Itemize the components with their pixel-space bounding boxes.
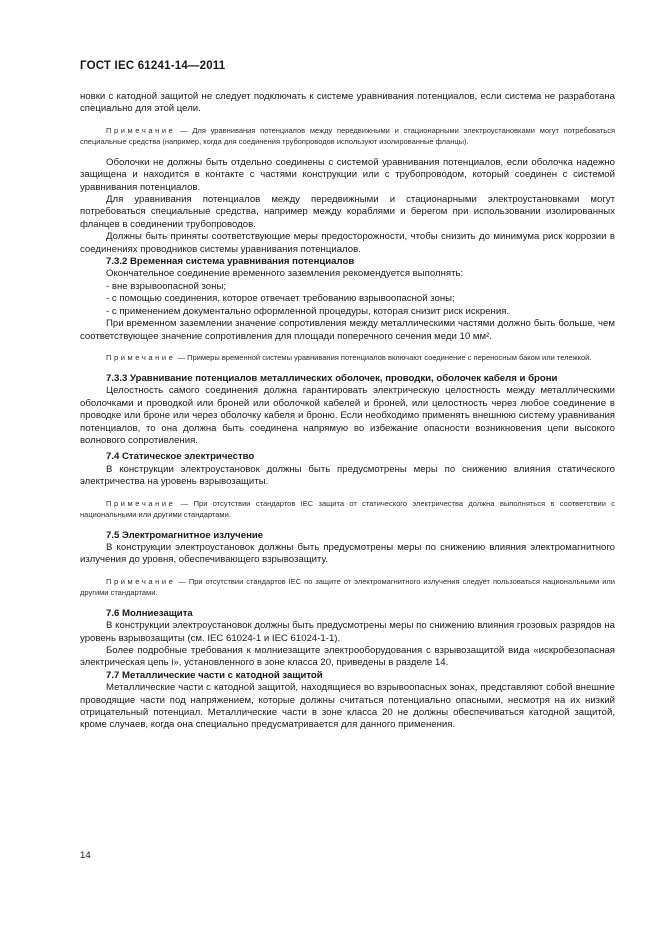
- note: [80, 576, 615, 598]
- paragraph: В конструкции электроустановок должны быть предусмотрены меры по снижению влияния грозовых разрядов на уровень взрывозащиты (см. IEC 61024-1 и IEC 61024-1-1).: [80, 620, 615, 644]
- section-heading-7-4: 7.4 Статическое электричество: [106, 451, 255, 463]
- section-heading-7-3-3: 7.3.3 Уравнивание потенциалов металлических оболочек, проводки, оболочек кабеля и брони: [106, 372, 558, 384]
- note-text: — Для уравнивания потенциалов между передвижными и стационарными электроустановками могут потребоваться специальные средства (например, когда для соединения трубопроводов используют изолированные фланцы).: [80, 125, 615, 146]
- note-text: — При отсутствии стандартов IEC защита от статического электричества должна выполняться в соответствии с национальными или другими стандартами.: [80, 498, 615, 519]
- list-item: - с применением документально оформленной процедуры, которая снизит риск искрения.: [106, 305, 510, 317]
- note-label: Примечание: [106, 498, 176, 508]
- paragraph: При временном заземлении значение сопротивления между металлическими частями должно быть больше, чем соответствующее значение сопротивления для площади поперечного сечения меди 10 мм².: [80, 318, 615, 342]
- paragraph: Целостность самого соединения должна гарантировать электрическую целостность между металлическими оболочками и проводкой или броней или оболочкой кабелей и броней, или целостность через любое соединение в проводке или броне или через оболочку кабеля и броню. Если необходимо применять внешнюю систему уравнивания потенциалов, то она должна быть соединена напрямую во избежание опасности возникновения цепи высокого волнового сопротивления.: [80, 385, 615, 446]
- note-label: Примечание: [106, 352, 176, 362]
- paragraph: новки с катодной защитой не следует подключать к системе уравнивания потенциалов, если система не разработана специально для этой цели.: [80, 91, 615, 115]
- section-heading-7-6: 7.6 Молниезащита: [106, 607, 193, 619]
- note: [80, 352, 615, 363]
- document-header: ГОСТ IEC 61241-14—2011: [80, 60, 226, 72]
- paragraph: В конструкции электроустановок должны быть предусмотрены меры по снижению влияния электромагнитного излучения до уровня, обеспечивающего взрывозащиту.: [80, 541, 615, 566]
- paragraph: Должны быть приняты соответствующие меры предосторожности, чтобы снизить до минимума риск коррозии в соединениях проводников системы уравнивания потенциалов.: [80, 231, 615, 255]
- section-heading-7-3-2: 7.3.2 Временная система уравнивания потенциалов: [106, 256, 355, 268]
- list-item: - с помощью соединения, которое отвечает требованию взрывоопасной зоны;: [106, 293, 455, 305]
- paragraph: Более подробные требования к молниезащите электрооборудования с взрывозащитой вида «искробезопасная электрическая цепь i», установленного в зоне класса 20, приведены в разделе 14.: [80, 645, 615, 669]
- document-body: [80, 91, 615, 732]
- note-label: Примечание: [106, 576, 176, 586]
- paragraph: Окончательное соединение временного заземления рекомендуется выполнять:: [106, 268, 464, 280]
- paragraph: Для уравнивания потенциалов между передвижными и стационарными электроустановками могут потребоваться специальные средства, например между кораблями и берегом при использовании изолированных фланцев в соединении трубопроводов.: [80, 194, 615, 230]
- note: [80, 498, 615, 520]
- paragraph: В конструкции электроустановок должны быть предусмотрены меры по снижению влияния статического электричества на уровень взрывозащиты.: [80, 463, 615, 488]
- list-item: - вне взрывоопасной зоны;: [106, 280, 227, 292]
- note-text: — При отсутствии стандартов IEC по защите от электромагнитного излучения следует пользоваться национальными или другими стандартами.: [80, 576, 615, 597]
- section-heading-7-7: 7.7 Металлические части с катодной защитой: [106, 669, 323, 681]
- note: [80, 125, 615, 147]
- note-text: — Примеры временной системы уравнивания потенциалов включают соединение с переносным баком или тележкой.: [175, 352, 592, 362]
- paragraph: Металлические части с катодной защитой, находящиеся во взрывоопасных зонах, представляют собой внешние проводящие части под напряжением, которые должны считаться потенциально опасными, несмотря на их низкий отрицательный потенциал. Металлические части в зоне класса 20 не должны обеспечиваться катодной защитой, кроме случаев, когда она специально предусматривается для данного применения.: [80, 682, 615, 731]
- section-heading-7-5: 7.5 Электромагнитное излучение: [106, 529, 264, 541]
- note-label: Примечание: [106, 125, 176, 135]
- paragraph: Оболочки не должны быть отдельно соединены с системой уравнивания потенциалов, если оболочка надежно защищена и находится в контакте с частями конструкции или с трубопроводом, который соединен с системой уравнивания потенциалов.: [80, 156, 615, 193]
- page-number: 14: [80, 850, 91, 861]
